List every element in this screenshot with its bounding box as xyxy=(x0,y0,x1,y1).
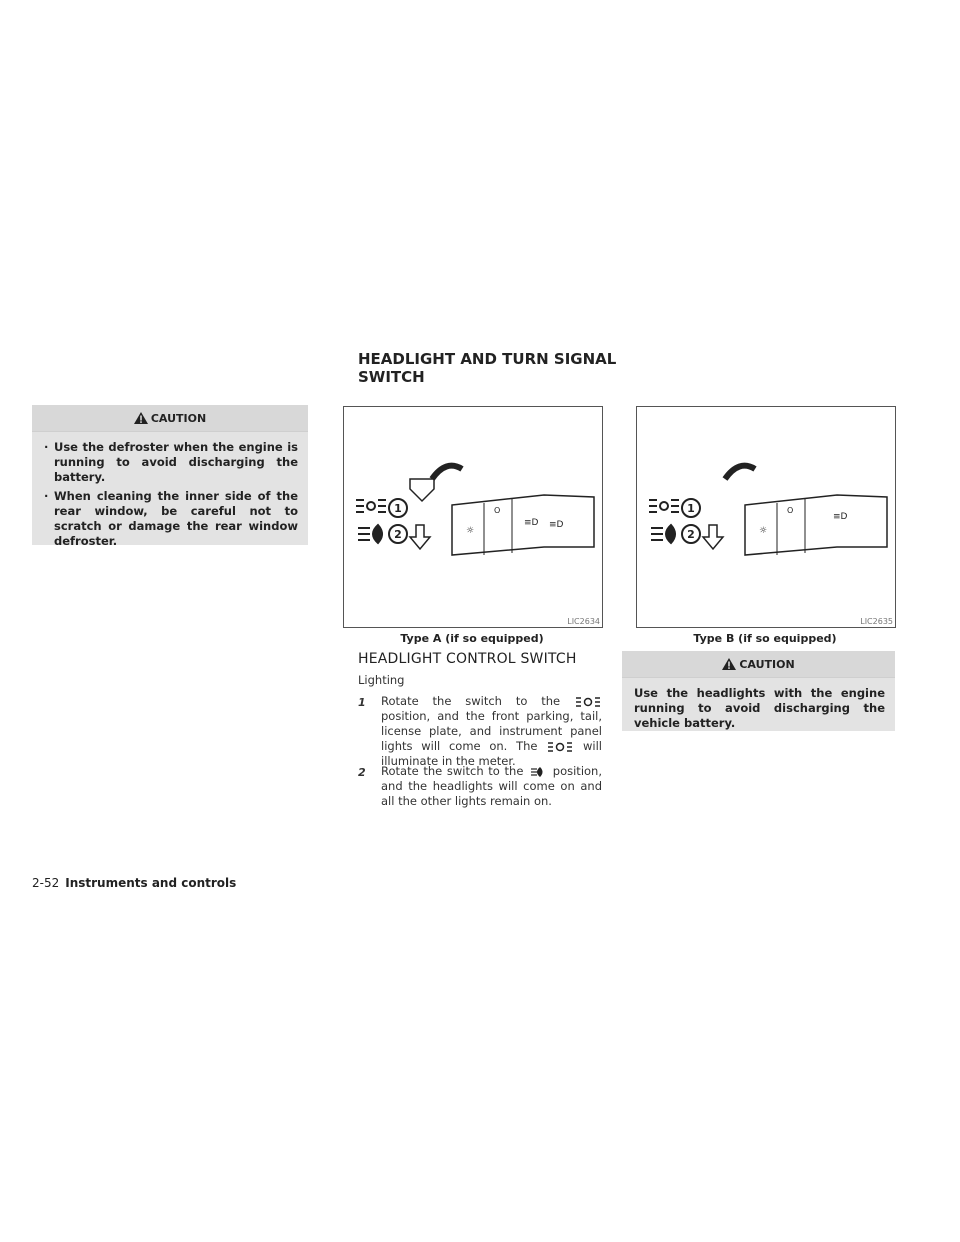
figure-type-a xyxy=(343,406,603,628)
warning-triangle-icon xyxy=(722,658,736,670)
svg-text:1: 1 xyxy=(687,502,695,515)
svg-text:≡D: ≡D xyxy=(833,512,848,522)
section-title xyxy=(358,350,616,386)
step-number: 1 xyxy=(358,696,366,709)
caution-text: Use the headlights with the engine running to avoid discharging the vehicle battery. xyxy=(634,686,885,730)
parking-light-icon xyxy=(548,741,572,753)
figure-code: LIC2634 xyxy=(567,617,600,626)
bullet-text: When cleaning the inner side of the rear window, be careful not to scratch or damage the rear window defroster. xyxy=(54,489,298,548)
bullet-text: Use the defroster when the engine is running to avoid discharging the battery. xyxy=(54,440,298,484)
page-number: 2-52 xyxy=(32,876,60,890)
step-number: 2 xyxy=(358,766,366,779)
step-text-part: will illuminate in the meter. xyxy=(381,739,603,768)
parking-light-icon xyxy=(649,500,679,512)
figure-caption: Type A (if so equipped) xyxy=(400,632,544,645)
step-2 xyxy=(358,764,602,809)
caution-bullet xyxy=(44,489,298,549)
headlight-icon xyxy=(358,525,382,543)
headlight-switch-illustration xyxy=(637,407,895,627)
warning-triangle-icon xyxy=(134,412,148,424)
caution-header xyxy=(32,405,308,432)
step-text-part: position, and the front parking, tail, license plate, and instrument panel lights will come on. The xyxy=(381,709,602,753)
figure-type-b xyxy=(636,406,896,628)
step-text-part: Rotate the switch to the xyxy=(381,764,524,778)
parking-light-icon xyxy=(576,696,600,708)
step-text-part: Rotate the switch to the xyxy=(381,694,561,708)
section-title-line1: HEADLIGHT AND TURN SIGNAL xyxy=(358,350,617,368)
svg-text:O: O xyxy=(494,506,501,515)
caution-body xyxy=(32,432,308,565)
caution-label: CAUTION xyxy=(739,657,795,671)
headlight-icon xyxy=(651,525,675,543)
subsubheading: Lighting xyxy=(358,673,405,687)
svg-text:1: 1 xyxy=(394,502,402,515)
svg-text:≡D: ≡D xyxy=(524,518,539,528)
caution-box-left xyxy=(32,405,308,548)
bullet-dot: · xyxy=(44,440,49,454)
page-footer xyxy=(32,876,236,890)
figure-caption: Type B (if so equipped) xyxy=(693,632,837,645)
headlight-switch-illustration xyxy=(344,407,602,627)
caution-box-right xyxy=(622,651,895,731)
step-text xyxy=(381,694,602,769)
chapter-title: Instruments and controls xyxy=(65,876,237,890)
subheading: HEADLIGHT CONTROL SWITCH xyxy=(358,651,577,667)
svg-text:≡D: ≡D xyxy=(549,520,564,530)
svg-text:2: 2 xyxy=(394,528,402,541)
headlight-icon xyxy=(530,766,546,778)
figure-code: LIC2635 xyxy=(860,617,893,626)
caution-body xyxy=(622,678,895,743)
step-1 xyxy=(358,694,602,769)
svg-text:O: O xyxy=(787,506,794,515)
caution-bullet xyxy=(44,440,298,485)
bullet-dot: · xyxy=(44,489,49,503)
parking-light-icon xyxy=(356,500,386,512)
svg-text:☼: ☼ xyxy=(466,526,475,536)
step-text-part: position, and the headlights will come on and all the other lights remain on. xyxy=(381,764,602,808)
caution-label: CAUTION xyxy=(150,411,207,425)
svg-text:☼: ☼ xyxy=(759,526,768,536)
caution-header xyxy=(622,651,895,678)
step-text xyxy=(381,764,602,809)
section-title-line2: SWITCH xyxy=(358,368,425,386)
svg-text:2: 2 xyxy=(687,528,695,541)
